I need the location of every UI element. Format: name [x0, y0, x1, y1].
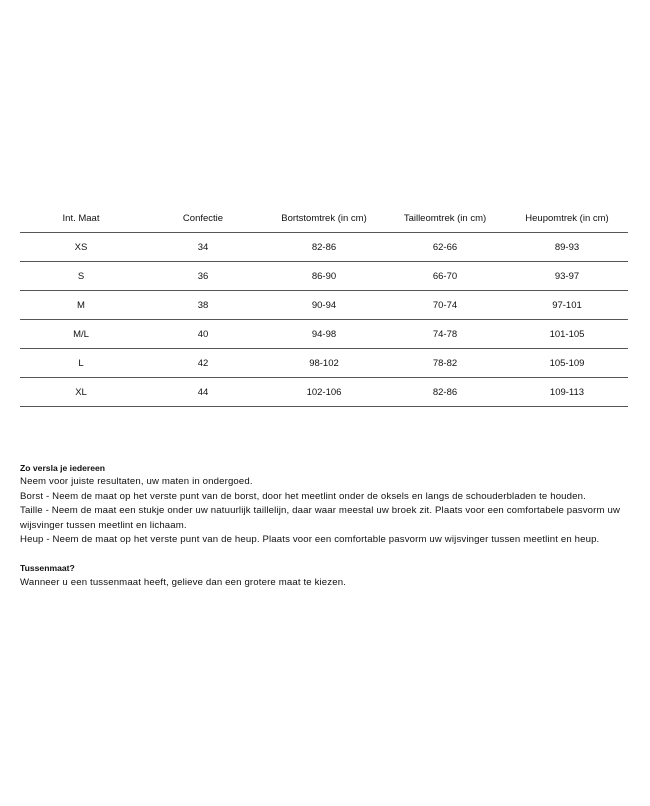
table-cell: 66-70: [384, 262, 506, 291]
column-header-heupomtrek: Heupomtrek (in cm): [506, 204, 628, 233]
table-row: [20, 233, 628, 262]
table-cell: 36: [142, 262, 264, 291]
table-cell: 42: [142, 349, 264, 378]
table-cell: M/L: [20, 320, 142, 349]
table-cell: 94-98: [264, 320, 384, 349]
column-header-confectie: Confectie: [142, 204, 264, 233]
table-cell: 82-86: [384, 378, 506, 407]
between-size-text: Wanneer u een tussenmaat heeft, gelieve dan een grotere maat te kiezen.: [20, 576, 347, 588]
instruction-line-underwear: Neem voor juiste resultaten, uw maten in ondergoed.: [20, 476, 253, 488]
table-cell: M: [20, 291, 142, 320]
between-size-section: [20, 561, 630, 590]
table-cell: 82-86: [264, 233, 384, 262]
table-cell: 44: [142, 378, 264, 407]
table-cell: 40: [142, 320, 264, 349]
column-header-tailleomtrek: Tailleomtrek (in cm): [384, 204, 506, 233]
table-cell: XL: [20, 378, 142, 407]
table-header-row: [20, 204, 628, 233]
table-row: [20, 349, 628, 378]
column-header-borstomtrek: Bortstomtrek (in cm): [264, 204, 384, 233]
table-row: [20, 262, 628, 291]
table-cell: S: [20, 262, 142, 291]
table-cell: 102-106: [264, 378, 384, 407]
table-cell: 62-66: [384, 233, 506, 262]
table-cell: 38: [142, 291, 264, 320]
table-cell: 105-109: [506, 349, 628, 378]
instruction-line-waist: Taille - Neem de maat een stukje onder uw natuurlijk taillelijn, daar waar meestal uw broek zit. Plaats voor een comfortabele pasvorm uw wijsvinger tussen meetlint en lichaam.: [20, 505, 621, 531]
table-cell: 89-93: [506, 233, 628, 262]
table-row: [20, 291, 628, 320]
table-cell: 101-105: [506, 320, 628, 349]
size-notes: [20, 461, 630, 590]
table-cell: 97-101: [506, 291, 628, 320]
measure-instructions-heading: Zo versla je iedereen: [20, 463, 106, 473]
table-cell: 70-74: [384, 291, 506, 320]
table-cell: 86-90: [264, 262, 384, 291]
table-cell: 93-97: [506, 262, 628, 291]
table-cell: XS: [20, 233, 142, 262]
instruction-line-hip: Heup - Neem de maat op het verste punt van de heup. Plaats voor een comfortable pasvorm uw wijsvinger tussen meetlint en heup.: [20, 534, 600, 546]
table-row: [20, 320, 628, 349]
column-header-int-maat: Int. Maat: [20, 204, 142, 233]
size-chart-table: [20, 204, 628, 407]
table-cell: 34: [142, 233, 264, 262]
table-cell: L: [20, 349, 142, 378]
table-cell: 98-102: [264, 349, 384, 378]
table-row: [20, 378, 628, 407]
table-cell: 78-82: [384, 349, 506, 378]
table-cell: 90-94: [264, 291, 384, 320]
instruction-line-chest: Borst - Neem de maat op het verste punt van de borst, door het meetlint onder de oksels en langs de schouderbladen te houden.: [20, 490, 586, 502]
measure-instructions-section: [20, 461, 630, 547]
table-cell: 109-113: [506, 378, 628, 407]
between-size-heading: Tussenmaat?: [20, 563, 75, 574]
table-cell: 74-78: [384, 320, 506, 349]
